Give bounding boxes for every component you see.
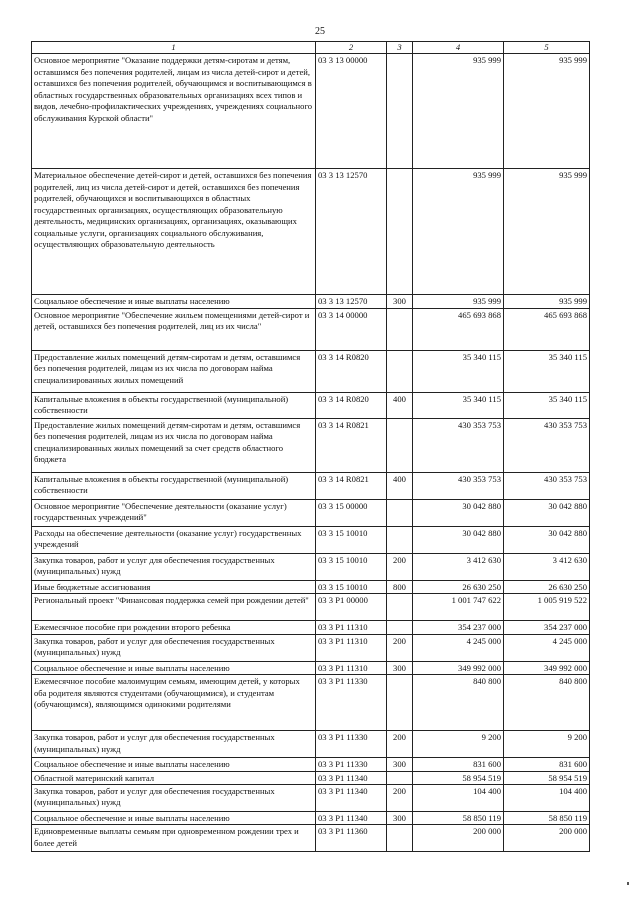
column-header-3: 3: [387, 42, 413, 54]
row-name: Материальное обеспечение детей-сирот и детей, оставшихся без попечения родителей, лиц из числа детей-сирот и детей, оставшихся без попечения родителей, обучающихся и воспитывающихся в областных государственных организациях, осуществляющих образовательную деятельность, медицинских организациях, организациях, оказывающих социальные услуги, организациях социального обслуживания, осуществляющих образовательную деятельность: [32, 169, 316, 295]
row-sum-1: 26 630 250: [413, 580, 504, 593]
row-sum-1: 58 850 119: [413, 811, 504, 824]
row-sum-1: 1 001 747 622: [413, 594, 504, 621]
row-sum-2: 465 693 868: [504, 308, 590, 350]
scan-mark: [627, 882, 629, 885]
table-row: [32, 392, 590, 418]
table-row: [32, 295, 590, 308]
row-code: 03 3 13 12570: [316, 169, 387, 295]
row-sum-2: 35 340 115: [504, 350, 590, 392]
row-sum-1: 430 353 753: [413, 418, 504, 472]
table-row: [32, 784, 590, 811]
row-name: Единовременные выплаты семьям при одновременном рождении трех и более детей: [32, 825, 316, 852]
row-code: 03 3 14 R0820: [316, 392, 387, 418]
row-name: Социальное обеспечение и иные выплаты населению: [32, 661, 316, 674]
row-sum-1: 3 412 630: [413, 553, 504, 580]
row-code: 03 3 P1 11340: [316, 811, 387, 824]
row-expense-type: 300: [387, 758, 413, 771]
row-sum-1: 935 999: [413, 54, 504, 169]
row-expense-type: [387, 675, 413, 731]
row-expense-type: 800: [387, 580, 413, 593]
row-sum-2: 58 954 519: [504, 771, 590, 784]
row-code: 03 3 13 00000: [316, 54, 387, 169]
row-sum-2: 840 800: [504, 675, 590, 731]
column-header-4: 4: [413, 42, 504, 54]
row-name: Предоставление жилых помещений детям-сиротам и детям, оставшимся без попечения родителей, лицам из их числа по договорам найма специализированных жилых помещений за счет средств областного бюджета: [32, 418, 316, 472]
row-expense-type: [387, 54, 413, 169]
table-row: [32, 771, 590, 784]
row-code: 03 3 P1 00000: [316, 594, 387, 621]
row-sum-2: 30 042 880: [504, 499, 590, 526]
row-sum-2: 200 000: [504, 825, 590, 852]
row-name: Закупка товаров, работ и услуг для обеспечения государственных (муниципальных) нужд: [32, 553, 316, 580]
row-code: 03 3 15 00000: [316, 499, 387, 526]
row-code: 03 3 14 00000: [316, 308, 387, 350]
row-code: 03 3 P1 11330: [316, 675, 387, 731]
table-row: [32, 54, 590, 169]
row-name: Ежемесячное пособие при рождении второго ребенка: [32, 621, 316, 634]
row-sum-1: 9 200: [413, 731, 504, 758]
row-name: Предоставление жилых помещений детям-сиротам и детям, оставшимся без попечения родителей, лицам из их числа по договорам найма специализированных жилых помещений: [32, 350, 316, 392]
row-expense-type: [387, 825, 413, 852]
row-name: Областной материнский капитал: [32, 771, 316, 784]
row-code: 03 3 P1 11360: [316, 825, 387, 852]
row-code: 03 3 P1 11310: [316, 621, 387, 634]
row-sum-1: 831 600: [413, 758, 504, 771]
row-expense-type: [387, 621, 413, 634]
row-code: 03 3 15 10010: [316, 580, 387, 593]
row-sum-1: 58 954 519: [413, 771, 504, 784]
row-expense-type: [387, 594, 413, 621]
row-expense-type: 300: [387, 295, 413, 308]
row-sum-1: 465 693 868: [413, 308, 504, 350]
row-expense-type: 200: [387, 553, 413, 580]
row-name: Закупка товаров, работ и услуг для обеспечения государственных (муниципальных) нужд: [32, 634, 316, 661]
table-row: [32, 731, 590, 758]
row-expense-type: [387, 418, 413, 472]
row-expense-type: 200: [387, 634, 413, 661]
row-code: 03 3 P1 11310: [316, 634, 387, 661]
row-name: Ежемесячное пособие малоимущим семьям, имеющим детей, у которых оба родителя являются студентами (обучающимися), и студентам (обучающимся), являющимся одинокими родителями: [32, 675, 316, 731]
header-row: [32, 42, 590, 54]
row-name: Капитальные вложения в объекты государственной (муниципальной) собственности: [32, 472, 316, 499]
row-sum-2: 354 237 000: [504, 621, 590, 634]
row-name: Закупка товаров, работ и услуг для обеспечения государственных (муниципальных) нужд: [32, 731, 316, 758]
row-expense-type: [387, 350, 413, 392]
row-sum-1: 35 340 115: [413, 350, 504, 392]
row-sum-2: 3 412 630: [504, 553, 590, 580]
row-expense-type: [387, 771, 413, 784]
row-code: 03 3 14 R0820: [316, 350, 387, 392]
row-name: Иные бюджетные ассигнования: [32, 580, 316, 593]
row-expense-type: 200: [387, 784, 413, 811]
row-code: 03 3 13 12570: [316, 295, 387, 308]
row-name: Социальное обеспечение и иные выплаты населению: [32, 295, 316, 308]
row-sum-1: 430 353 753: [413, 472, 504, 499]
table-row: [32, 580, 590, 593]
row-expense-type: [387, 499, 413, 526]
row-sum-2: 430 353 753: [504, 418, 590, 472]
row-sum-1: 840 800: [413, 675, 504, 731]
row-sum-2: 1 005 919 522: [504, 594, 590, 621]
row-name: Социальное обеспечение и иные выплаты населению: [32, 811, 316, 824]
table-row: [32, 825, 590, 852]
row-name: Капитальные вложения в объекты государственной (муниципальной) собственности: [32, 392, 316, 418]
row-sum-1: 349 992 000: [413, 661, 504, 674]
row-expense-type: [387, 169, 413, 295]
table-row: [32, 675, 590, 731]
row-code: 03 3 P1 11340: [316, 784, 387, 811]
table-row: [32, 661, 590, 674]
table-row: [32, 553, 590, 580]
row-sum-1: 354 237 000: [413, 621, 504, 634]
row-name: Региональный проект "Финансовая поддержка семей при рождении детей": [32, 594, 316, 621]
row-expense-type: 200: [387, 731, 413, 758]
row-expense-type: 300: [387, 811, 413, 824]
table-row: [32, 594, 590, 621]
column-header-5: 5: [504, 42, 590, 54]
row-sum-2: 935 999: [504, 295, 590, 308]
row-sum-2: 349 992 000: [504, 661, 590, 674]
row-code: 03 3 P1 11330: [316, 731, 387, 758]
row-sum-2: 831 600: [504, 758, 590, 771]
row-code: 03 3 P1 11340: [316, 771, 387, 784]
table-row: [32, 621, 590, 634]
row-code: 03 3 14 R0821: [316, 418, 387, 472]
row-name: Основное мероприятие "Обеспечение деятельности (оказание услуг) государственных учреждений": [32, 499, 316, 526]
table-row: [32, 169, 590, 295]
row-name: Расходы на обеспечение деятельности (оказание услуг) государственных учреждений: [32, 526, 316, 553]
row-code: 03 3 15 10010: [316, 526, 387, 553]
row-code: 03 3 14 R0821: [316, 472, 387, 499]
row-sum-1: 4 245 000: [413, 634, 504, 661]
table-row: [32, 634, 590, 661]
row-name: Основное мероприятие "Обеспечение жильем помещениями детей-сирот и детей, оставшихся без попечения родителей, лиц из их числа": [32, 308, 316, 350]
row-code: 03 3 15 10010: [316, 553, 387, 580]
row-sum-2: 58 850 119: [504, 811, 590, 824]
table-row: [32, 526, 590, 553]
row-expense-type: [387, 526, 413, 553]
row-name: Основное мероприятие "Оказание поддержки детям-сиротам и детям, оставшимся без попечения родителей, лицам из числа детей-сирот и детей, оставшихся без попечения родителей, обучающимся и воспитывающимся в областных государственных образовательных организациях всех типов и видов, лечебно-профилактических учреждениях, учреждениях социального обслуживания Курской области": [32, 54, 316, 169]
row-sum-1: 104 400: [413, 784, 504, 811]
table-row: [32, 472, 590, 499]
row-expense-type: 400: [387, 472, 413, 499]
row-sum-1: 935 999: [413, 295, 504, 308]
row-name: Закупка товаров, работ и услуг для обеспечения государственных (муниципальных) нужд: [32, 784, 316, 811]
row-sum-1: 35 340 115: [413, 392, 504, 418]
row-sum-1: 935 999: [413, 169, 504, 295]
row-sum-2: 4 245 000: [504, 634, 590, 661]
row-sum-2: 26 630 250: [504, 580, 590, 593]
page-number: 25: [315, 26, 325, 37]
row-sum-1: 30 042 880: [413, 526, 504, 553]
row-sum-2: 430 353 753: [504, 472, 590, 499]
table-row: [32, 758, 590, 771]
column-header-2: 2: [316, 42, 387, 54]
row-code: 03 3 P1 11310: [316, 661, 387, 674]
row-sum-1: 200 000: [413, 825, 504, 852]
row-code: 03 3 P1 11330: [316, 758, 387, 771]
table-row: [32, 499, 590, 526]
table-row: [32, 308, 590, 350]
column-header-1: 1: [32, 42, 316, 54]
row-sum-1: 30 042 880: [413, 499, 504, 526]
row-sum-2: 935 999: [504, 169, 590, 295]
row-sum-2: 30 042 880: [504, 526, 590, 553]
table-row: [32, 811, 590, 824]
table-row: [32, 418, 590, 472]
row-expense-type: 300: [387, 661, 413, 674]
table-row: [32, 350, 590, 392]
row-sum-2: 104 400: [504, 784, 590, 811]
budget-table: [31, 41, 590, 852]
row-name: Социальное обеспечение и иные выплаты населению: [32, 758, 316, 771]
row-expense-type: 400: [387, 392, 413, 418]
row-expense-type: [387, 308, 413, 350]
row-sum-2: 35 340 115: [504, 392, 590, 418]
row-sum-2: 9 200: [504, 731, 590, 758]
row-sum-2: 935 999: [504, 54, 590, 169]
